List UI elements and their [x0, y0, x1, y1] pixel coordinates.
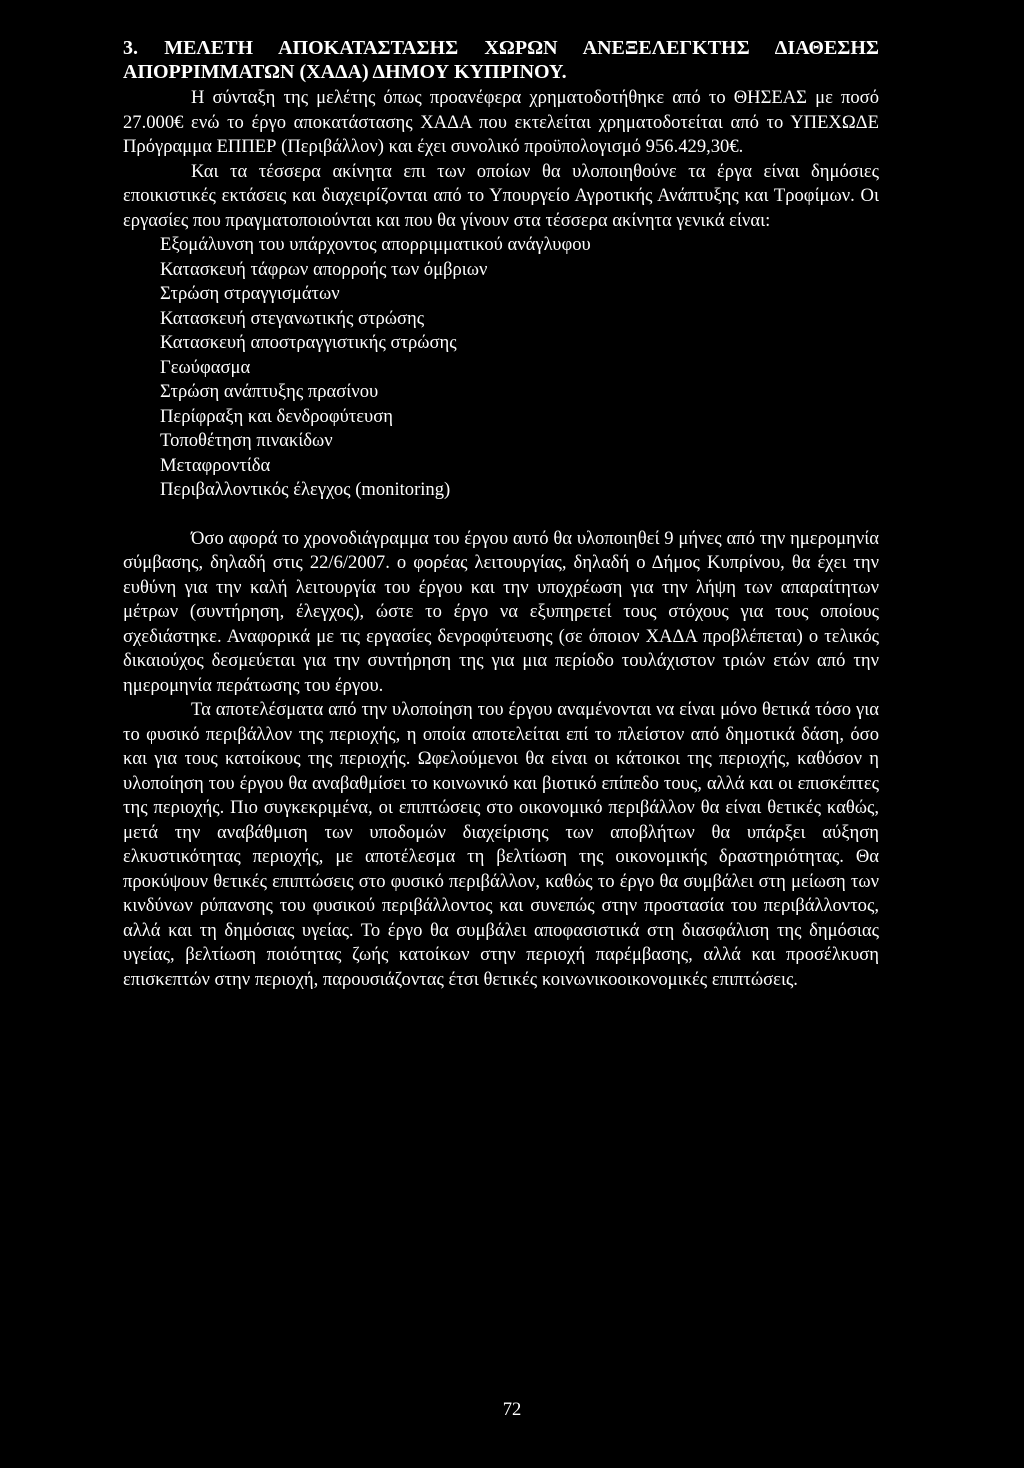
list-item: Στρώση στραγγισμάτων [160, 283, 340, 304]
page-number: 72 [502, 1399, 522, 1420]
document-body [123, 36, 879, 992]
spacer [123, 503, 879, 527]
works-list [123, 233, 879, 503]
list-item: Περίφραξη και δενδροφύτευση [160, 405, 394, 427]
list-item: Μεταφροντίδα [160, 454, 271, 476]
list-item: Κατασκευή αποστραγγιστικής στρώσης [160, 332, 457, 353]
paragraph-results: Τα αποτελέσματα από την υλοποίηση του έργου αναμένονται να είναι μόνο θετικά τόσο για το φυσικό περιβάλλον της περιοχής, η οποία αποτελείται επί το πλείστον από δημοτικά δάση, όσο και για τους κατοίκους της περιοχής. Ωφελούμενοι θα είναι οι κάτοικοι της περιοχής, καθόσον η υλοποίηση του έργου θα αναβαθμίσει το κοινωνικό και βιοτικό επίπεδο τους, αλλά και οι επισκέπτες της περιοχής. Πιο συγκεκριμένα, οι επιπτώσεις στο οικονομικό περιβάλλον θα είναι θετικές καθώς, μετά την αναβάθμιση των υποδομών διαχείρισης των αποβλήτων θα υπάρξει αύξηση ελκυστικότητας περιοχής, με αποτέλεσμα τη βελτίωση της οικονομικής δραστηριότητας. Θα προκύψουν θετικές επιπτώσεις στο φυσικό περιβάλλον, καθώς το έργο θα συμβάλει στη μείωση των κινδύνων ρύπανσης του φυσικού περιβάλλοντος και συνεπώς στην προστασία του περιβάλλοντος, αλλά και τη δημόσιας υγείας. Το έργο θα συμβάλει αποφασιστικά στη διασφάλιση της δημόσιας υγείας, βελτίωση ποιότητας ζωής κατοίκων στην περιοχή παρέμβασης, αλλά και προσέλκυση επισκεπτών στην περιοχή, παρουσιάζοντας έτσι θετικές κοινωνικοοικονομικές επιπτώσεις. [123, 699, 879, 990]
section-heading: 3. ΜΕΛΕΤΗ ΑΠΟΚΑΤΑΣΤΑΣΗΣ ΧΩΡΩΝ ΑΝΕΞΕΛΕΓΚΤΗΣ ΔΙΑΘΕΣΗΣ ΑΠΟΡΡΙΜΜΑΤΩΝ (ΧΑΔΑ) ΔΗΜΟΥ ΚΥΠΡΙΝΟΥ. [123, 37, 879, 83]
list-item: Κατασκευή στεγανωτικής στρώσης [160, 307, 425, 329]
list-item: Γεωύφασμα [160, 356, 251, 378]
list-item: Στρώση ανάπτυξης πρασίνου [160, 381, 379, 402]
list-item: Τοποθέτηση πινακίδων [160, 430, 333, 451]
paragraph-schedule: Όσο αφορά το χρονοδιάγραμμα του έργου αυτό θα υλοποιηθεί 9 μήνες από την ημερομηνία σύμβασης, δηλαδή στις 22/6/2007. ο φορέας λειτουργίας, δηλαδή ο Δήμος Κυπρίνου, θα έχει την ευθύνη για την καλή λειτουργία του έργου και την υποχρέωση για την λήψη των απαραίτητων μέτρων (συντήρηση, έλεγχος), ώστε το έργο να εξυπηρετεί τους στόχους για τους οποίους σχεδιάστηκε. Αναφορικά με τις εργασίες δενροφύτευσης (σε όποιον ΧΑΔΑ προβλέπεται) ο τελικός δικαιούχος δεσμεύεται για την συντήρηση της για μια περίοδο τουλάχιστον τριών ετών από την ημερομηνία περάτωσης του έργου. [123, 527, 879, 696]
paragraph-funding: Η σύνταξη της μελέτης όπως προανέφερα χρηματοδοτήθηκε από το ΘΗΣΕΑΣ με ποσό 27.000€ ενώ το έργο αποκατάστασης ΧΑΔΑ που εκτελείται χρηματοδοτείται από το ΥΠΕΧΩΔΕ Πρόγραμμα ΕΠΠΕΡ (Περιβάλλον) και έχει συνολικό προϋπολογισμό 956.429,30€. [123, 87, 879, 157]
list-item: Εξομάλυνση του υπάρχοντος απορριμματικού ανάγλυφου [160, 234, 591, 255]
list-item: Κατασκευή τάφρων απορροής των όμβριων [160, 258, 488, 280]
list-item: Περιβαλλοντικός έλεγχος (monitoring) [160, 479, 451, 500]
paragraph-properties: Και τα τέσσερα ακίνητα επι των οποίων θα υλοποιηθούνε τα έργα είναι δημόσιες εποικιστικές εκτάσεις και διαχειρίζονται από το Υπουργείο Αγροτικής Ανάπτυξης και Τροφίμων. Οι εργασίες που πραγματοποιούνται και που θα γίνουν στα τέσσερα ακίνητα γενικά είναι: [123, 160, 879, 231]
